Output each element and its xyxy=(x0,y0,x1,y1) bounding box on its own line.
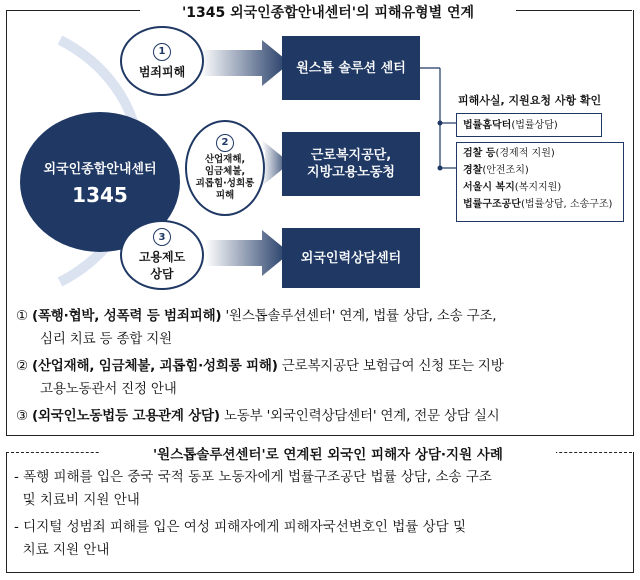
arrow-3 xyxy=(205,230,290,276)
node-employment xyxy=(120,220,204,290)
description-item: ② (산업재해, 임금체불, 괴롭힘·성희롱 피해) 근로복지공단 보험급여 신청 또는 지방 xyxy=(16,358,504,374)
case-item: - 디지털 성범죄 피해를 입은 여성 피해자에게 피해자국선변호인 법률 상담 및 xyxy=(14,519,467,535)
description-list xyxy=(16,305,628,428)
description-item: ③ (외국인노동법등 고용관계 상담) 노동부 '외국인력상담센터' 연계, 전문 상담 실시 xyxy=(16,408,500,424)
node-number-2: 2 xyxy=(216,134,234,152)
description-item: ① (폭행·협박, 성폭력 등 범죄피해) '원스톱솔루션센터' 연계, 법률 상담, 소송 구조, xyxy=(16,308,497,324)
org-foreign-workforce-label: 외국인력상담센터 xyxy=(300,250,402,266)
connector-dot-1 xyxy=(438,121,443,126)
arrow-1 xyxy=(200,40,290,86)
case-list xyxy=(14,466,624,562)
connector-dot-2 xyxy=(438,166,443,171)
side-list-item: 검찰 등(경제적 지원) xyxy=(463,148,555,159)
node-label-2d: 피해 xyxy=(215,190,235,201)
org-onestop-label: 원스톱 솔루션 센터 xyxy=(296,60,406,76)
node-label-2b: 임금체불, xyxy=(204,166,246,177)
node-label-1: 범죄피해 xyxy=(138,64,186,79)
node-crime xyxy=(120,26,204,96)
description-item-cont: 고용노동관서 진정 안내 xyxy=(40,381,177,397)
cases-title: '원스톱솔루션센터'로 연계된 외국인 피해자 상담·지원 사례 xyxy=(100,443,556,463)
side-top-bold: 법률홈닥터 xyxy=(463,120,512,131)
org-labor-welfare-label2: 지방고용노동청 xyxy=(307,165,395,180)
org-labor-welfare-label1: 근로복지공단, xyxy=(310,148,392,163)
side-list-item: 서울시 복지(복지지원) xyxy=(463,182,562,193)
description-item-cont: 심리 치료 등 종합 지원 xyxy=(40,331,172,347)
node-number-1: 1 xyxy=(153,43,171,61)
node-label-3a: 고용제도 xyxy=(138,250,186,264)
node-label-3b: 상담 xyxy=(150,267,174,281)
hub-number: 1345 xyxy=(72,182,128,207)
org-labor-welfare xyxy=(282,132,420,196)
side-list-item: 경찰(안전조치) xyxy=(463,165,529,176)
node-label-2c: 괴롭힘·성희롱 xyxy=(195,178,255,189)
org-onestop xyxy=(282,36,420,100)
node-labor xyxy=(185,120,265,216)
side-list-box xyxy=(456,142,624,222)
side-list-item: 법률구조공단(법률상담, 소송구조) xyxy=(463,199,613,210)
side-top-box xyxy=(456,113,602,137)
side-top-rest: (법률상담) xyxy=(511,120,558,131)
node-label-2a: 산업재해, xyxy=(204,154,246,165)
node-number-3: 3 xyxy=(153,228,171,246)
case-item: - 폭행 피해를 입은 중국 국적 동포 노동자에게 법률구조공단 법률 상담, 소송 구조 xyxy=(14,469,492,485)
side-heading: 피해사실, 지원요청 사항 확인 xyxy=(458,94,602,107)
case-item-cont: 치료 지원 안내 xyxy=(14,542,110,558)
diagram-title: '1345 외국인종합안내센터'의 피해유형별 연계 xyxy=(140,2,516,22)
case-item-cont: 및 치료비 지원 안내 xyxy=(14,492,140,508)
org-foreign-workforce xyxy=(282,228,420,288)
hub-label: 외국인종합안내센터 xyxy=(43,161,157,177)
